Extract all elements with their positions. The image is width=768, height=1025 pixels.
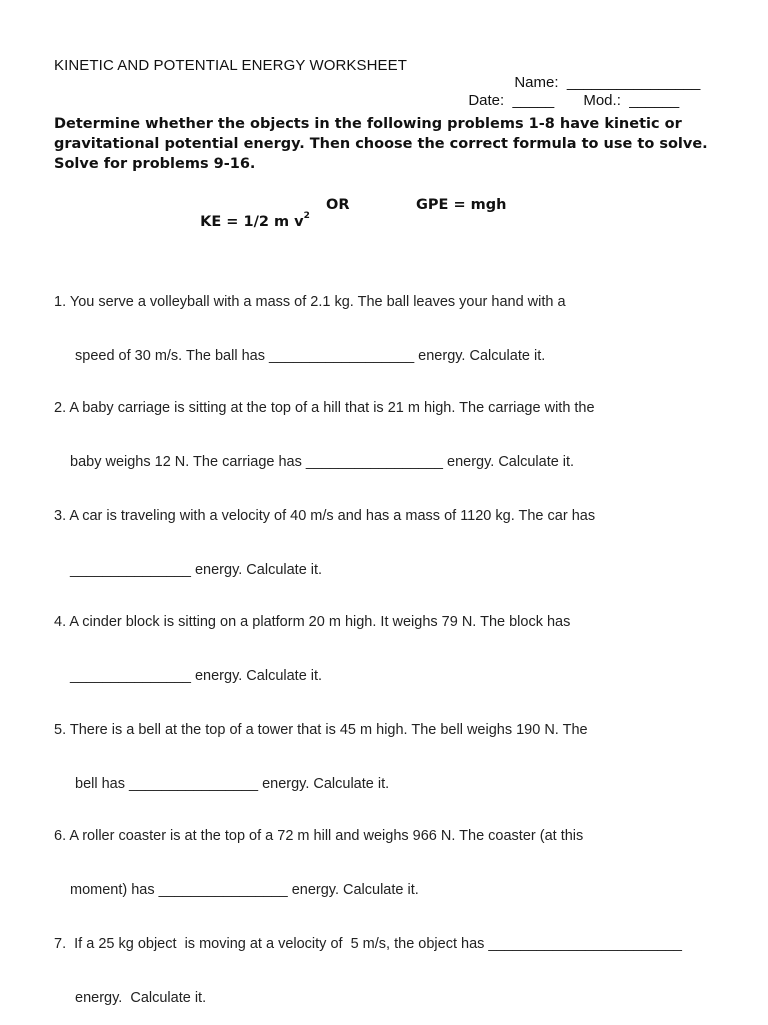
ke-exponent: 2 xyxy=(303,211,310,221)
kinetic-energy-formula xyxy=(190,197,310,230)
or-separator: OR xyxy=(326,197,350,213)
problem-1-line-1: 1. You serve a volleyball with a mass of 2.1 kg. The ball leaves your hand with a xyxy=(54,294,566,310)
date-field xyxy=(460,75,554,109)
problem-6-line-1: 6. A roller coaster is at the top of a 72 m hill and weighs 966 N. The coaster (at this xyxy=(54,828,584,844)
problem-7 xyxy=(54,899,682,1025)
mod-label: Mod.: xyxy=(583,92,621,109)
worksheet-title: KINETIC AND POTENTIAL ENERGY WORKSHEET xyxy=(54,57,408,74)
mod-blank[interactable]: ______ xyxy=(629,92,680,109)
ke-formula-text: KE = 1/2 m v xyxy=(200,213,304,230)
problem-6-line-2: moment) has ________________ energy. Calculate it. xyxy=(70,882,419,898)
name-label: Name: xyxy=(514,74,559,91)
problem-2-line-1: 2. A baby carriage is sitting at the top of a hill that is 21 m high. The carriage with the xyxy=(54,400,595,416)
problem-2-line-2: baby weighs 12 N. The carriage has _________________ energy. Calculate it. xyxy=(70,454,575,470)
date-label: Date: xyxy=(468,92,505,109)
problem-4-line-2: _______________ energy. Calculate it. xyxy=(70,668,323,684)
problem-1-line-2: speed of 30 m/s. The ball has __________________ energy. Calculate it. xyxy=(75,348,546,364)
name-blank[interactable]: ________________ xyxy=(566,74,701,91)
problem-7-line-2: energy. Calculate it. xyxy=(75,990,207,1006)
problem-3-line-1: 3. A car is traveling with a velocity of 40 m/s and has a mass of 1120 kg. The car has xyxy=(54,508,596,524)
potential-energy-formula: GPE = mgh xyxy=(416,197,507,213)
date-blank[interactable]: _____ xyxy=(512,92,555,109)
problem-4-line-1: 4. A cinder block is sitting on a platform 20 m high. It weighs 79 N. The block has xyxy=(54,614,571,630)
problem-3-line-2: _______________ energy. Calculate it. xyxy=(70,562,323,578)
problem-5-line-2: bell has ________________ energy. Calculate it. xyxy=(75,776,390,792)
problem-5-line-1: 5. There is a bell at the top of a tower that is 45 m high. The bell weighs 190 N. The xyxy=(54,722,588,738)
problem-7-line-1: 7. If a 25 kg object is moving at a velocity of 5 m/s, the object has ________________________ xyxy=(54,936,682,952)
directions-paragraph: Determine whether the objects in the following problems 1-8 have kinetic or gravitational potential energy. Then choose the correct formula to use to solve. Solve for problems 9-16. xyxy=(54,116,708,172)
mod-field xyxy=(575,75,679,109)
